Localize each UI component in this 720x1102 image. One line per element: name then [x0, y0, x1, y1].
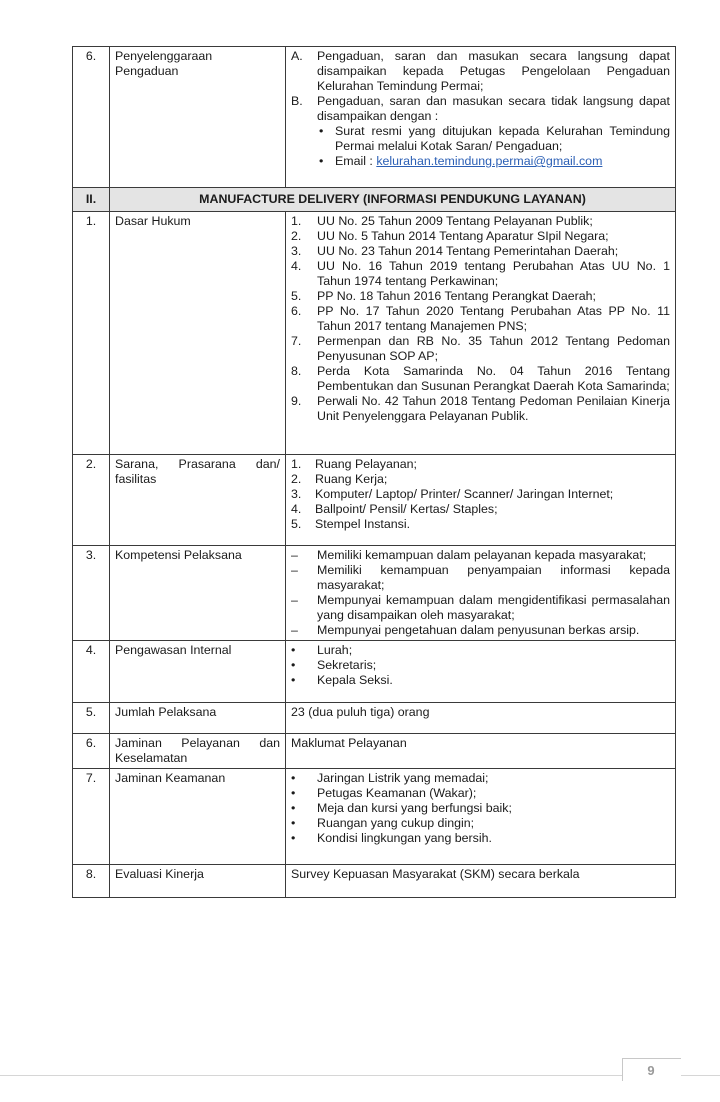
- list-item: [291, 623, 670, 638]
- list-marker: 4.: [291, 259, 302, 273]
- email-label: Email :: [335, 154, 377, 168]
- list-item: [291, 259, 670, 289]
- list-item: [291, 673, 670, 688]
- table-row: [73, 769, 676, 865]
- bullet-icon: •: [319, 154, 324, 168]
- row-label: Kompetensi Pelaksana: [110, 546, 286, 641]
- list-marker: 3.: [291, 244, 302, 258]
- table-row: [73, 47, 676, 188]
- sub-list-item: [291, 154, 670, 169]
- list-marker: 3.: [291, 487, 302, 501]
- list-item: [291, 229, 670, 244]
- list-marker: 5.: [291, 289, 302, 303]
- list-item: [291, 643, 670, 658]
- row-label: Evaluasi Kinerja: [110, 865, 286, 898]
- row-number: 1.: [73, 212, 110, 455]
- list-marker: 2.: [291, 472, 302, 486]
- list-text: Kondisi lingkungan yang bersih.: [317, 831, 492, 845]
- list-text: Mempunyai pengetahuan dalam penyusunan berkas arsip.: [317, 623, 640, 637]
- list-item: [291, 771, 670, 786]
- list-marker: B.: [291, 94, 303, 108]
- row-label: Jumlah Pelaksana: [110, 703, 286, 734]
- list-text: Ballpoint/ Pensil/ Kertas/ Staples;: [315, 502, 498, 516]
- list-text: Meja dan kursi yang berfungsi baik;: [317, 801, 512, 815]
- list-text: Kepala Seksi.: [317, 673, 393, 687]
- bullet-icon: •: [291, 831, 296, 845]
- list-item: [291, 658, 670, 673]
- dash-icon: –: [291, 593, 298, 607]
- list-item: [291, 214, 670, 229]
- list-item: [291, 49, 670, 94]
- section-number: II.: [73, 188, 110, 212]
- row-content: [286, 212, 676, 455]
- sub-list-item: [291, 124, 670, 154]
- list-text: Pengaduan, saran dan masukan secara langsung dapat disampaikan kepada Petugas Pengelolaan Pengaduan Kelurahan Temindung Permai;: [317, 49, 670, 93]
- table-row: [73, 546, 676, 641]
- list-text: Sekretaris;: [317, 658, 377, 672]
- section-header: [73, 188, 676, 212]
- list-text: UU No. 5 Tahun 2014 Tentang Aparatur SIpil Negara;: [317, 229, 609, 243]
- table-row: [73, 865, 676, 898]
- row-label: Jaminan Keamanan: [110, 769, 286, 865]
- row-number: 7.: [73, 769, 110, 865]
- row-label: Sarana, Prasarana dan/ fasilitas: [110, 455, 286, 546]
- list-item: [291, 94, 670, 124]
- row-number: 6.: [73, 734, 110, 769]
- list-item: [291, 457, 670, 472]
- list-marker: 8.: [291, 364, 302, 378]
- list-marker: 1.: [291, 457, 302, 471]
- list-text: PP No. 17 Tahun 2020 Tentang Perubahan Atas PP No. 11 Tahun 2017 tentang Manajemen PNS;: [317, 304, 670, 333]
- row-number: 4.: [73, 641, 110, 703]
- row-content: Maklumat Pelayanan: [286, 734, 676, 769]
- row-content: [286, 769, 676, 865]
- list-text: Ruangan yang cukup dingin;: [317, 816, 475, 830]
- list-text: Perwali No. 42 Tahun 2018 Tentang Pedoman Penilaian Kinerja Unit Penyelenggara Pelayanan Publik.: [317, 394, 670, 423]
- list-text: PP No. 18 Tahun 2016 Tentang Perangkat Daerah;: [317, 289, 596, 303]
- list-marker: 4.: [291, 502, 302, 516]
- table-row: [73, 734, 676, 769]
- list-text: Surat resmi yang ditujukan kepada Kelurahan Temindung Permai melalui Kotak Saran/ Pengaduan;: [335, 124, 670, 153]
- row-number: 6.: [73, 47, 110, 188]
- list-item: [291, 563, 670, 593]
- list-text: UU No. 16 Tahun 2019 tentang Perubahan Atas UU No. 1 Tahun 1974 tentang Perkawinan;: [317, 259, 670, 288]
- list-text: Ruang Kerja;: [315, 472, 388, 486]
- list-item: [291, 786, 670, 801]
- list-item: [291, 831, 670, 846]
- list-marker: A.: [291, 49, 303, 63]
- list-item: [291, 364, 670, 394]
- row-label: Dasar Hukum: [110, 212, 286, 455]
- row-label: Pengawasan Internal: [110, 641, 286, 703]
- list-text: Pengaduan, saran dan masukan secara tidak langsung dapat disampaikan dengan :: [317, 94, 670, 123]
- bullet-icon: •: [291, 643, 296, 657]
- dash-icon: –: [291, 548, 298, 562]
- row-label: Penyelenggaraan Pengaduan: [110, 47, 286, 188]
- row-number: 2.: [73, 455, 110, 546]
- row-number: 8.: [73, 865, 110, 898]
- list-text: Memiliki kemampuan dalam pelayanan kepada masyarakat;: [317, 548, 647, 562]
- table-row: [73, 212, 676, 455]
- list-item: [291, 801, 670, 816]
- list-text: Stempel Instansi.: [315, 517, 411, 531]
- bullet-icon: •: [291, 816, 296, 830]
- list-text: UU No. 23 Tahun 2014 Tentang Pemerintahan Daerah;: [317, 244, 619, 258]
- list-text: Mempunyai kemampuan dalam mengidentifikasi permasalahan yang disampaikan oleh masyarakat;: [317, 593, 670, 622]
- row-content: [286, 546, 676, 641]
- bullet-icon: •: [291, 786, 296, 800]
- row-content: Survey Kepuasan Masyarakat (SKM) secara berkala: [286, 865, 676, 898]
- list-item: [291, 304, 670, 334]
- list-item: [291, 289, 670, 304]
- list-item: [291, 394, 670, 424]
- list-item: [291, 244, 670, 259]
- row-label: Jaminan Pelayanan dan Keselamatan: [110, 734, 286, 769]
- bullet-icon: •: [291, 658, 296, 672]
- list-marker: 7.: [291, 334, 302, 348]
- dash-icon: –: [291, 623, 298, 637]
- list-item: [291, 816, 670, 831]
- page-number: 9: [647, 1063, 655, 1078]
- dash-icon: –: [291, 563, 298, 577]
- list-marker: 5.: [291, 517, 302, 531]
- table-row: [73, 703, 676, 734]
- row-number: 5.: [73, 703, 110, 734]
- list-text: Lurah;: [317, 643, 353, 657]
- table-row: [73, 455, 676, 546]
- list-marker: 6.: [291, 304, 302, 318]
- table-row: [73, 641, 676, 703]
- row-content: [286, 455, 676, 546]
- bullet-icon: •: [291, 771, 296, 785]
- section-title: MANUFACTURE DELIVERY (INFORMASI PENDUKUNG LAYANAN): [110, 188, 676, 212]
- bullet-icon: •: [319, 124, 324, 138]
- list-item: [291, 517, 670, 532]
- row-content: [286, 47, 676, 188]
- bullet-icon: •: [291, 673, 296, 687]
- list-marker: 2.: [291, 229, 302, 243]
- list-text: Petugas Keamanan (Wakar);: [317, 786, 477, 800]
- list-text: Perda Kota Samarinda No. 04 Tahun 2016 Tentang Pembentukan dan Susunan Perangkat Daerah Kota Samarinda;: [317, 364, 670, 393]
- row-content: [286, 641, 676, 703]
- list-text: Memiliki kemampuan penyampaian informasi kepada masyarakat;: [317, 563, 670, 592]
- list-text: Komputer/ Laptop/ Printer/ Scanner/ Jaringan Internet;: [315, 487, 614, 501]
- service-standard-table: [72, 46, 676, 898]
- row-number: 3.: [73, 546, 110, 641]
- list-marker: 9.: [291, 394, 302, 408]
- row-content: 23 (dua puluh tiga) orang: [286, 703, 676, 734]
- list-item: [291, 502, 670, 517]
- list-item: [291, 472, 670, 487]
- list-text: Ruang Pelayanan;: [315, 457, 417, 471]
- list-text: UU No. 25 Tahun 2009 Tentang Pelayanan Publik;: [317, 214, 593, 228]
- list-marker: 1.: [291, 214, 302, 228]
- bullet-icon: •: [291, 801, 296, 815]
- list-item: [291, 487, 670, 502]
- list-item: [291, 334, 670, 364]
- list-item: [291, 593, 670, 623]
- footer-divider: [0, 1075, 720, 1076]
- list-text: Jaringan Listrik yang memadai;: [317, 771, 489, 785]
- email-link[interactable]: kelurahan.temindung.permai@gmail.com: [376, 154, 603, 168]
- list-text: Permenpan dan RB No. 35 Tahun 2012 Tentang Pedoman Penyusunan SOP AP;: [317, 334, 670, 363]
- list-item: [291, 548, 670, 563]
